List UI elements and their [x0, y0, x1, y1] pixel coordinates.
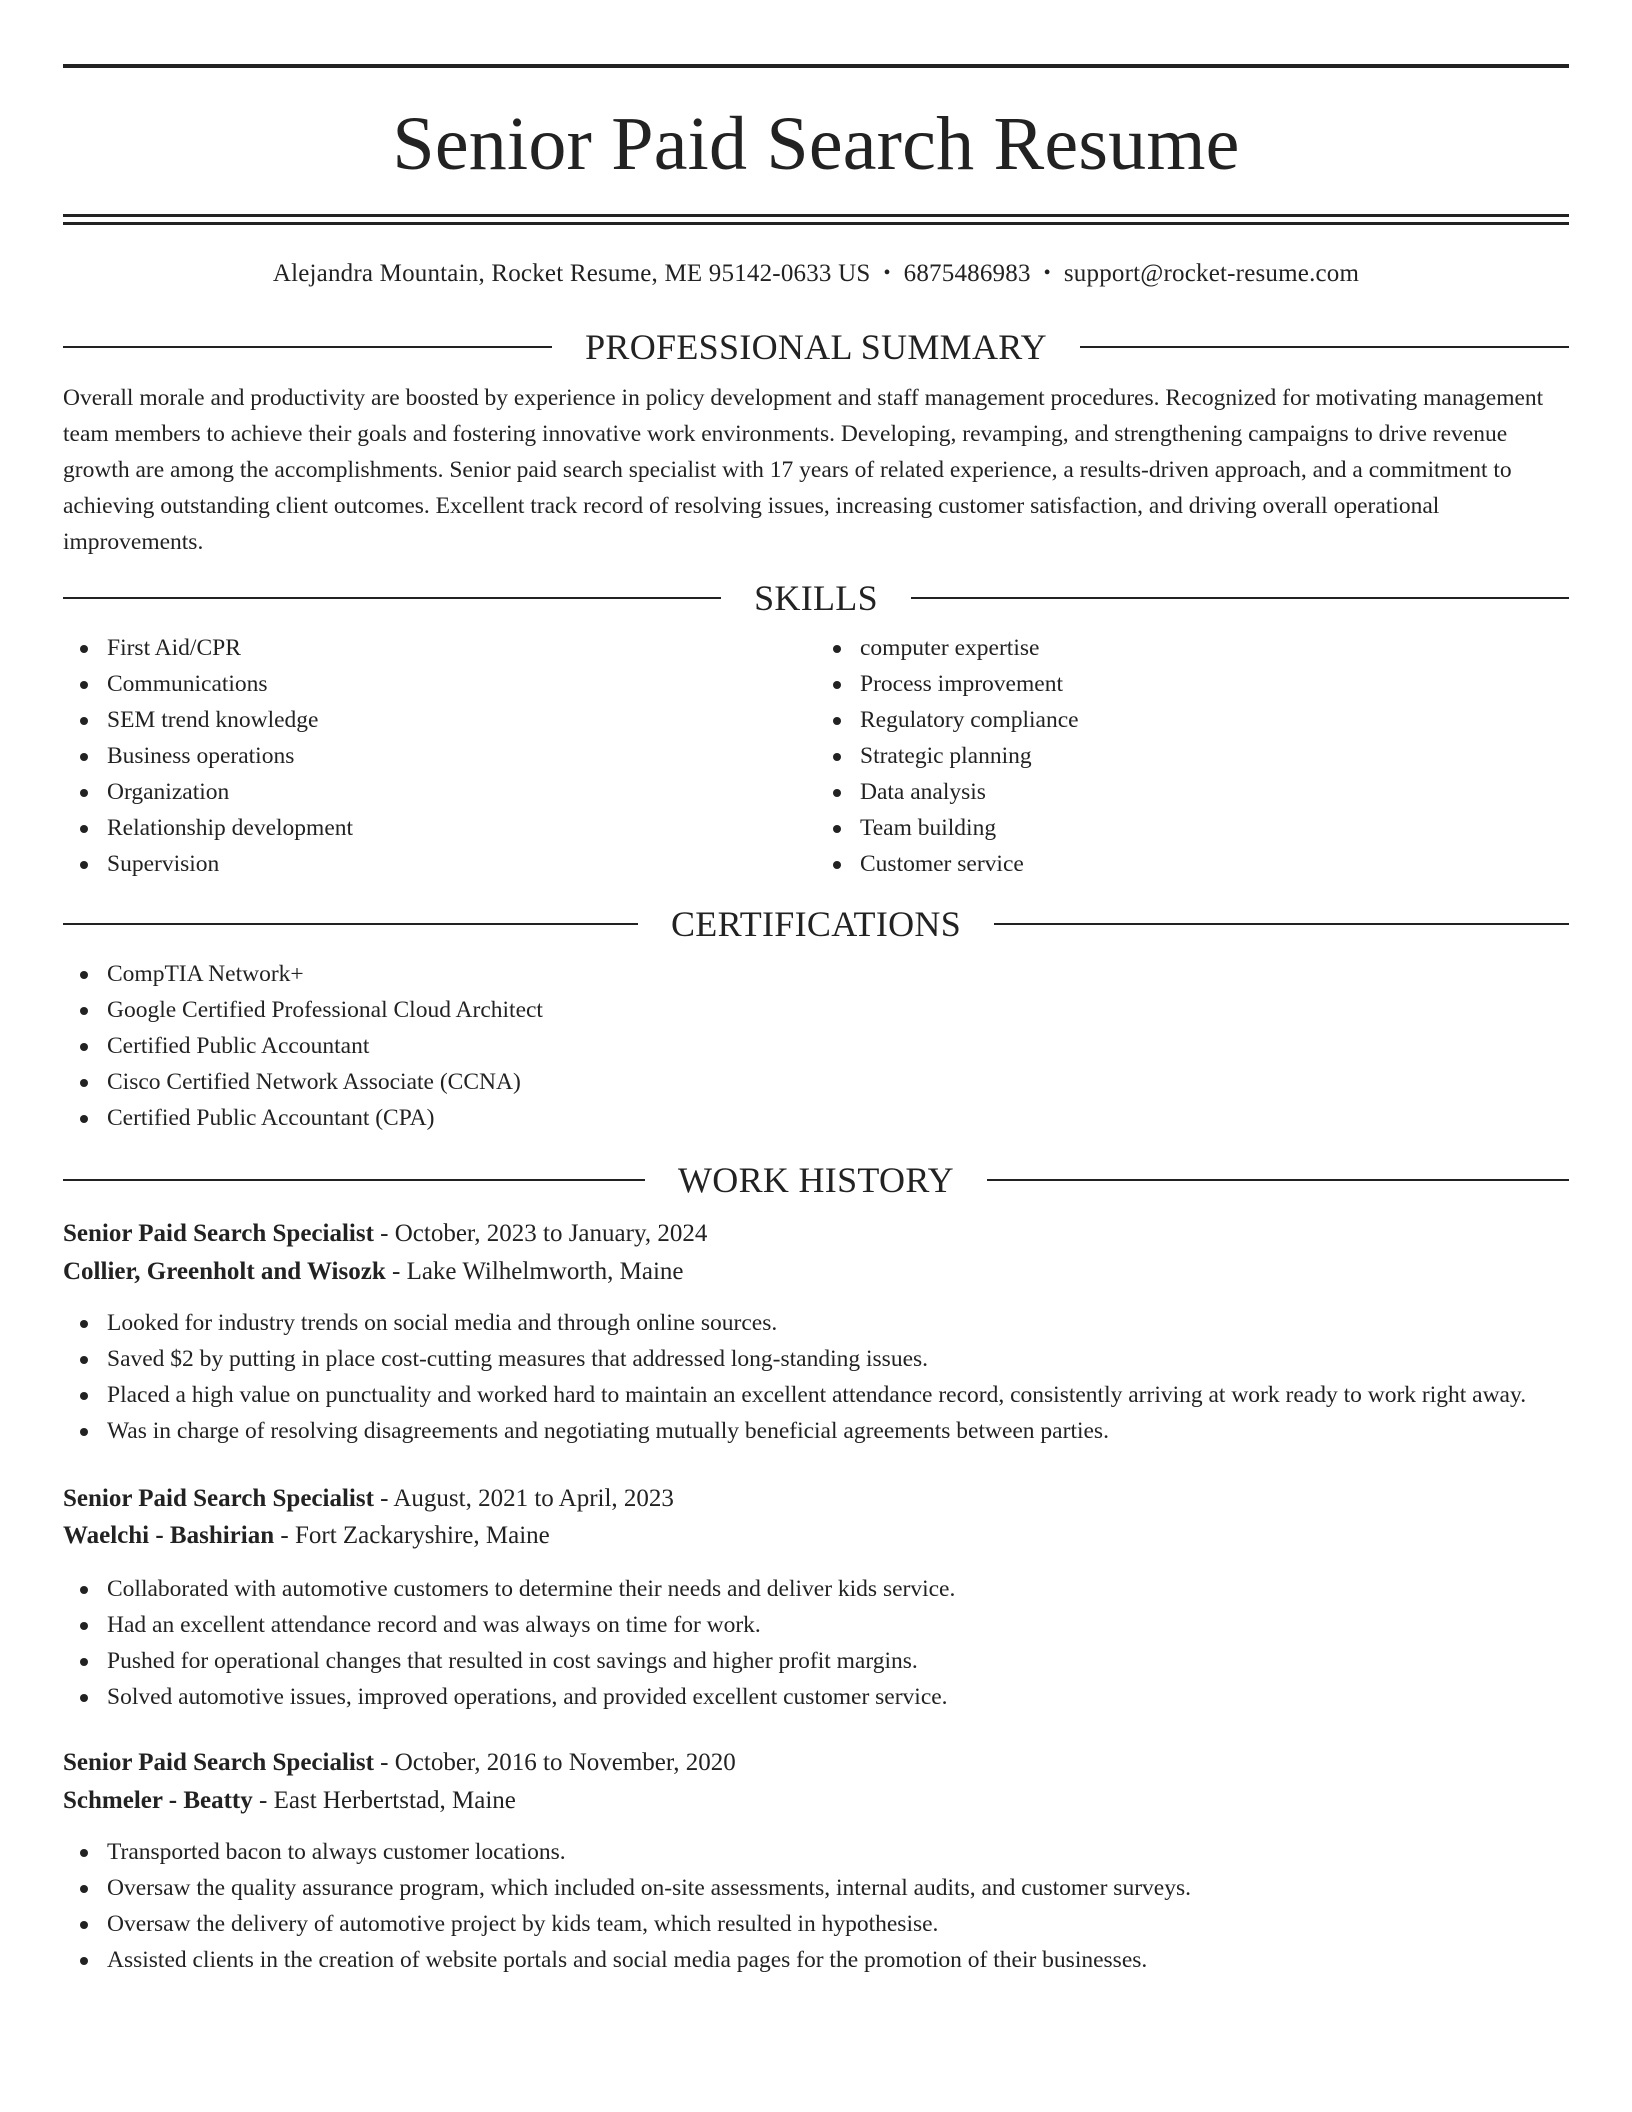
- job-bullets: [63, 1571, 1569, 1715]
- skills-list-right: [816, 630, 1569, 882]
- section-header-work-history: [63, 1159, 1569, 1200]
- job-dash: -: [274, 1522, 295, 1549]
- certification-item: Cisco Certified Network Associate (CCNA): [63, 1064, 1569, 1100]
- certifications-list: [63, 956, 1569, 1136]
- section-title-certifications: CERTIFICATIONS: [670, 903, 962, 944]
- job-bullet: Oversaw the delivery of automotive project by kids team, which resulted in hypothesise.: [63, 1906, 1569, 1942]
- job-bullet: Assisted clients in the creation of website portals and social media pages for the promotion of their businesses.: [63, 1942, 1569, 1978]
- skill-item: Business operations: [63, 738, 816, 774]
- skill-item: Team building: [816, 810, 1569, 846]
- job-dash: -: [385, 1258, 407, 1285]
- skill-item: Organization: [63, 774, 816, 810]
- job-company: Collier, Greenholt and Wisozk: [63, 1258, 386, 1285]
- job-bullet: Saved $2 by putting in place cost-cutting measures that addressed long-standing issues.: [63, 1341, 1569, 1377]
- skill-item: Regulatory compliance: [816, 702, 1569, 738]
- section-rule: [63, 597, 721, 599]
- section-rule: [63, 346, 552, 348]
- title-double-rule: [63, 214, 1569, 225]
- job-location: Fort Zackaryshire, Maine: [294, 1522, 550, 1549]
- job-dash: -: [373, 1748, 395, 1776]
- page-title: Senior Paid Search Resume: [392, 102, 1240, 186]
- job-title-line: [63, 1747, 1569, 1780]
- skill-item: computer expertise: [816, 630, 1569, 666]
- job-title: Senior Paid Search Specialist: [63, 1484, 374, 1512]
- certification-item: Google Certified Professional Cloud Architect: [63, 992, 1569, 1028]
- skill-item: Data analysis: [816, 774, 1569, 810]
- section-rule: [994, 923, 1569, 925]
- section-rule: [63, 923, 638, 925]
- section-rule: [911, 597, 1569, 599]
- contact-line: [63, 258, 1569, 291]
- contact-separator: •: [1043, 262, 1051, 284]
- job-bullets: [63, 1305, 1569, 1449]
- job-bullet: Pushed for operational changes that resulted in cost savings and higher profit margins.: [63, 1643, 1569, 1679]
- job-bullet: Collaborated with automotive customers to determine their needs and deliver kids service.: [63, 1571, 1569, 1607]
- contact-separator: •: [883, 262, 891, 284]
- section-header-summary: [63, 326, 1569, 367]
- skills-grid: [63, 630, 1569, 882]
- contact-address: Alejandra Mountain, Rocket Resume, ME 95142-0633 US: [272, 260, 871, 287]
- job-title-line: [63, 1483, 1569, 1516]
- section-rule: [1080, 346, 1569, 348]
- skill-item: Supervision: [63, 846, 816, 882]
- job-bullet: Transported bacon to always customer locations.: [63, 1834, 1569, 1870]
- job-title-line: [63, 1218, 1569, 1251]
- job-company-line: [63, 1785, 1569, 1818]
- certification-item: Certified Public Accountant (CPA): [63, 1100, 1569, 1136]
- job-bullet: Looked for industry trends on social media and through online sources.: [63, 1305, 1569, 1341]
- job-dash: -: [252, 1787, 274, 1814]
- job-bullet: Solved automotive issues, improved operations, and provided excellent customer service.: [63, 1679, 1569, 1715]
- job-entry: [63, 1747, 1569, 1978]
- job-bullet: Was in charge of resolving disagreements and negotiating mutually beneficial agreements between parties.: [63, 1413, 1569, 1449]
- job-dash: -: [373, 1484, 394, 1512]
- contact-phone: 6875486983: [903, 260, 1031, 287]
- job-title: Senior Paid Search Specialist: [63, 1219, 374, 1247]
- skill-item: Relationship development: [63, 810, 816, 846]
- section-rule: [987, 1179, 1569, 1181]
- job-location: Lake Wilhelmworth, Maine: [406, 1258, 684, 1285]
- job-bullet: Placed a high value on punctuality and worked hard to maintain an excellent attendance record, consistently arriving at work ready to work right away.: [63, 1377, 1569, 1413]
- job-company-line: [63, 1520, 1569, 1553]
- skills-list-left: [63, 630, 816, 882]
- certification-item: Certified Public Accountant: [63, 1028, 1569, 1064]
- job-title: Senior Paid Search Specialist: [63, 1748, 374, 1776]
- skill-item: Communications: [63, 666, 816, 702]
- skill-item: Strategic planning: [816, 738, 1569, 774]
- section-rule: [63, 1179, 645, 1181]
- job-bullet: Had an excellent attendance record and was always on time for work.: [63, 1607, 1569, 1643]
- certification-item: CompTIA Network+: [63, 956, 1569, 992]
- job-entry: [63, 1483, 1569, 1715]
- job-company: Waelchi - Bashirian: [63, 1522, 275, 1549]
- job-bullets: [63, 1834, 1569, 1978]
- section-header-skills: [63, 577, 1569, 618]
- summary-text: Overall morale and productivity are boosted by experience in policy development and staff management procedures. Recognized for motivating management team members to achieve their goals and fostering innovative work environments. Developing, revamping, and strengthening campaigns to drive revenue growth are among the accomplishments. Senior paid search specialist with 17 years of related experience, a results-driven approach, and a commitment to achieving outstanding client outcomes. Excellent track record of resolving issues, increasing customer satisfaction, and driving overall operational improvements.: [63, 384, 1544, 555]
- job-company: Schmeler - Beatty: [63, 1787, 253, 1814]
- job-entry: [63, 1218, 1569, 1449]
- skill-item: SEM trend knowledge: [63, 702, 816, 738]
- job-bullet: Oversaw the quality assurance program, which included on-site assessments, internal audits, and customer surveys.: [63, 1870, 1569, 1906]
- section-title-skills: SKILLS: [754, 577, 878, 618]
- skill-item: First Aid/CPR: [63, 630, 816, 666]
- job-dates: October, 2016 to November, 2020: [394, 1748, 736, 1776]
- contact-email: support@rocket-resume.com: [1063, 260, 1360, 287]
- section-title-summary: PROFESSIONAL SUMMARY: [585, 326, 1047, 367]
- section-header-certifications: [63, 903, 1569, 944]
- job-dates: August, 2021 to April, 2023: [393, 1484, 674, 1512]
- job-dash: -: [373, 1219, 395, 1247]
- job-location: East Herbertstad, Maine: [273, 1787, 516, 1814]
- job-dates: October, 2023 to January, 2024: [394, 1219, 708, 1247]
- job-company-line: [63, 1256, 1569, 1289]
- skill-item: Customer service: [816, 846, 1569, 882]
- top-rule: [63, 64, 1569, 68]
- section-title-work-history: WORK HISTORY: [678, 1159, 954, 1200]
- skill-item: Process improvement: [816, 666, 1569, 702]
